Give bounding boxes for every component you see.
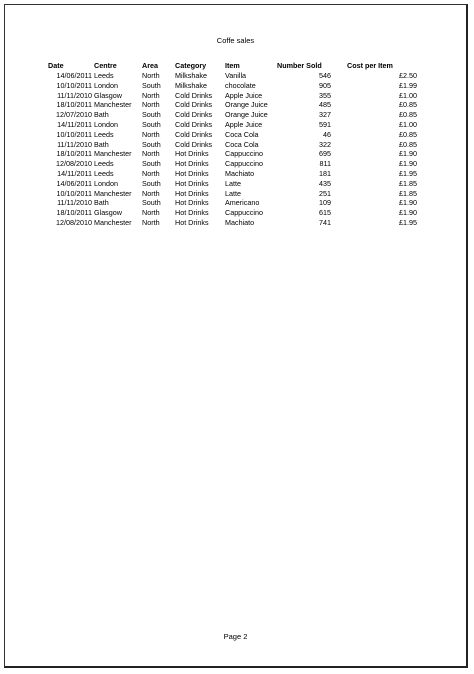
cell-date: 11/11/2010	[57, 90, 92, 100]
cell-category: Hot Drinks	[175, 198, 209, 208]
cell-area: South	[142, 178, 161, 188]
cell-item: Orange Juice	[225, 110, 268, 120]
cell-cost-per-item: £1.99	[399, 80, 417, 90]
cell-category: Cold Drinks	[175, 129, 213, 139]
cell-number-sold: 46	[323, 129, 331, 139]
cell-cost-per-item: £1.90	[399, 208, 417, 218]
cell-number-sold: 811	[319, 159, 331, 169]
cell-category: Cold Drinks	[175, 110, 213, 120]
cell-number-sold: 615	[319, 208, 331, 218]
cell-number-sold: 435	[319, 178, 331, 188]
cell-date: 11/11/2010	[57, 139, 92, 149]
cell-date: 11/11/2010	[57, 198, 92, 208]
cell-area: South	[142, 110, 161, 120]
cell-number-sold: 327	[319, 110, 331, 120]
cell-category: Hot Drinks	[175, 159, 209, 169]
cell-category: Hot Drinks	[175, 208, 209, 218]
cell-item: Orange Juice	[225, 100, 268, 110]
cell-number-sold: 109	[319, 198, 331, 208]
cell-number-sold: 546	[319, 71, 331, 80]
cell-number-sold: 905	[319, 80, 331, 90]
cell-area: North	[142, 168, 160, 178]
cell-category: Cold Drinks	[175, 119, 213, 129]
cell-item: Coca Cola	[225, 139, 259, 149]
cell-area: North	[142, 188, 160, 198]
column-header-cost-per-item: Cost per Item	[347, 61, 393, 71]
cell-cost-per-item: £1.90	[399, 198, 417, 208]
cell-number-sold: 181	[319, 168, 331, 178]
cell-date: 10/10/2011	[56, 129, 92, 139]
table-row	[47, 218, 417, 228]
cell-area: North	[142, 129, 160, 139]
cell-category: Cold Drinks	[175, 90, 213, 100]
cell-category: Hot Drinks	[175, 149, 209, 159]
table-row	[47, 169, 417, 179]
cell-cost-per-item: £1.95	[399, 217, 417, 227]
column-header-number-sold: Number Sold	[277, 61, 322, 71]
cell-cost-per-item: £1.90	[399, 149, 417, 159]
cell-date: 14/06/2011	[56, 178, 92, 188]
cell-centre: Leeds	[94, 168, 114, 178]
column-header-date: Date	[48, 61, 64, 71]
cell-date: 14/11/2011	[57, 119, 92, 129]
cell-number-sold: 355	[319, 90, 331, 100]
table-row	[47, 71, 417, 81]
cell-centre: Bath	[94, 198, 109, 208]
cell-date: 18/10/2011	[56, 100, 92, 110]
cell-number-sold: 485	[319, 100, 331, 110]
cell-cost-per-item: £0.85	[399, 100, 417, 110]
cell-item: Americano	[225, 198, 260, 208]
cell-cost-per-item: £1.95	[399, 168, 417, 178]
cell-item: Apple Juice	[225, 119, 263, 129]
cell-centre: Glasgow	[94, 90, 122, 100]
cell-area: North	[142, 208, 160, 218]
cell-item: Cappuccino	[225, 159, 263, 169]
cell-item: Cappuccino	[225, 149, 263, 159]
cell-cost-per-item: £0.85	[399, 129, 417, 139]
cell-centre: Leeds	[94, 71, 114, 80]
cell-date: 14/06/2011	[56, 71, 92, 80]
table-row	[47, 91, 417, 101]
column-header-item: Item	[225, 61, 240, 71]
table-row	[47, 189, 417, 199]
cell-item: Apple Juice	[225, 90, 263, 100]
cell-category: Milkshake	[175, 80, 207, 90]
cell-area: North	[142, 90, 160, 100]
cell-number-sold: 251	[319, 188, 331, 198]
sales-table	[47, 61, 417, 228]
cell-item: Machiato	[225, 217, 255, 227]
cell-date: 10/10/2011	[56, 188, 92, 198]
table-body	[47, 71, 417, 228]
cell-area: South	[142, 139, 161, 149]
cell-category: Cold Drinks	[175, 139, 213, 149]
cell-centre: Manchester	[94, 149, 132, 159]
table-row	[47, 130, 417, 140]
cell-date: 12/07/2010	[56, 110, 92, 120]
cell-category: Hot Drinks	[175, 168, 209, 178]
cell-item: Cappuccino	[225, 208, 263, 218]
cell-cost-per-item: £1.90	[399, 159, 417, 169]
cell-area: North	[142, 71, 160, 80]
cell-cost-per-item: £0.85	[399, 110, 417, 120]
table-row	[47, 120, 417, 130]
cell-category: Hot Drinks	[175, 178, 209, 188]
table-row	[47, 110, 417, 120]
cell-item: Vanilla	[225, 71, 247, 80]
cell-cost-per-item: £1.85	[399, 188, 417, 198]
table-row	[47, 81, 417, 91]
cell-cost-per-item: £2.50	[399, 71, 417, 80]
cell-date: 18/10/2011	[56, 208, 92, 218]
cell-category: Hot Drinks	[175, 188, 209, 198]
cell-centre: London	[94, 80, 118, 90]
print-preview-page	[4, 4, 468, 668]
table-header-row	[47, 61, 417, 71]
cell-item: chocolate	[225, 80, 256, 90]
column-header-centre: Centre	[94, 61, 117, 71]
column-header-category: Category	[175, 61, 207, 71]
table-row	[47, 149, 417, 159]
cell-date: 12/08/2010	[56, 159, 92, 169]
cell-area: North	[142, 100, 160, 110]
cell-category: Hot Drinks	[175, 217, 209, 227]
cell-area: North	[142, 217, 160, 227]
table-row	[47, 179, 417, 189]
cell-cost-per-item: £1.00	[399, 119, 417, 129]
cell-date: 18/10/2011	[56, 149, 92, 159]
cell-area: South	[142, 159, 161, 169]
cell-number-sold: 741	[319, 217, 331, 227]
table-row	[47, 140, 417, 150]
table-row	[47, 159, 417, 169]
cell-cost-per-item: £0.85	[399, 139, 417, 149]
cell-area: South	[142, 198, 161, 208]
cell-number-sold: 695	[319, 149, 331, 159]
cell-centre: Leeds	[94, 159, 114, 169]
cell-number-sold: 322	[319, 139, 331, 149]
cell-category: Cold Drinks	[175, 100, 213, 110]
cell-item: Latte	[225, 188, 241, 198]
cell-date: 12/08/2010	[56, 217, 92, 227]
cell-area: South	[142, 119, 161, 129]
cell-area: South	[142, 80, 161, 90]
cell-centre: Bath	[94, 110, 109, 120]
cell-cost-per-item: £1.00	[399, 90, 417, 100]
cell-centre: Leeds	[94, 129, 114, 139]
cell-category: Milkshake	[175, 71, 207, 80]
cell-date: 10/10/2011	[56, 80, 92, 90]
cell-centre: Manchester	[94, 217, 132, 227]
cell-centre: London	[94, 119, 118, 129]
column-header-area: Area	[142, 61, 158, 71]
cell-date: 14/11/2011	[57, 168, 92, 178]
cell-centre: Manchester	[94, 100, 132, 110]
cell-centre: Bath	[94, 139, 109, 149]
cell-centre: London	[94, 178, 118, 188]
document-title: Coffe sales	[216, 36, 255, 45]
cell-item: Coca Cola	[225, 129, 259, 139]
cell-item: Machiato	[225, 168, 255, 178]
cell-item: Latte	[225, 178, 241, 188]
cell-area: North	[142, 149, 160, 159]
table-row	[47, 100, 417, 110]
cell-number-sold: 591	[319, 119, 331, 129]
cell-centre: Manchester	[94, 188, 132, 198]
page-number: Page 2	[223, 632, 248, 641]
cell-centre: Glasgow	[94, 208, 122, 218]
table-row	[47, 198, 417, 208]
table-row	[47, 208, 417, 218]
cell-cost-per-item: £1.85	[399, 178, 417, 188]
